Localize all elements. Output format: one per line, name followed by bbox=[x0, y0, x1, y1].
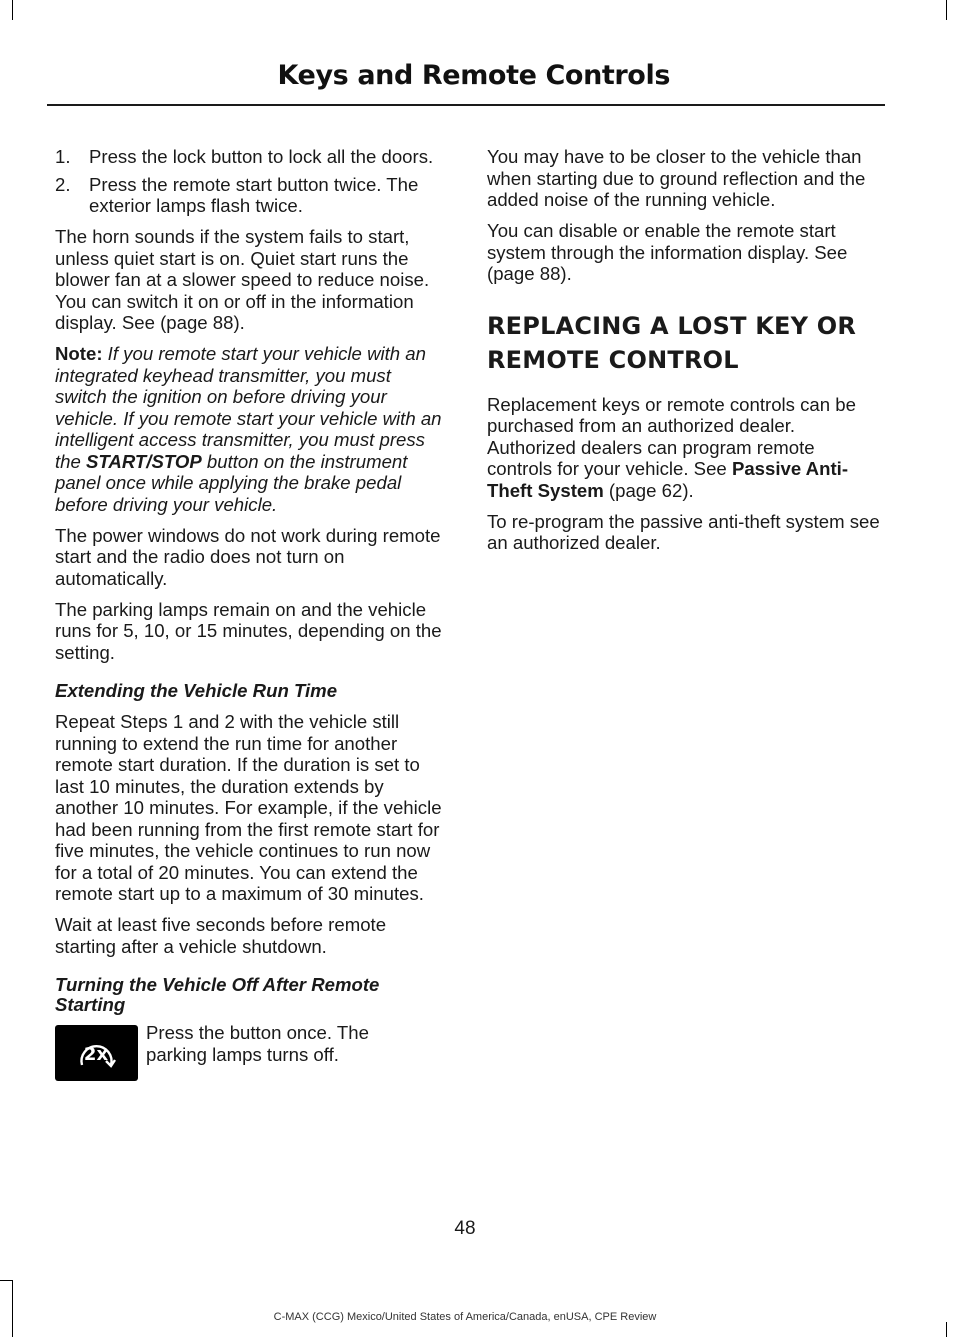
paragraph: To re-program the passive anti-theft system see an authorized dealer. bbox=[487, 510, 880, 553]
paragraph: The horn sounds if the system fails to start, unless quiet start is on. Quiet start runs the blower fan at a slower speed to reduce noise. You can switch it on or off in the information display. See (page 88). bbox=[55, 226, 430, 333]
step-number: 1. bbox=[55, 146, 71, 167]
paragraph: You can disable or enable the remote start system through the information display. See (page 88). bbox=[487, 220, 848, 284]
crop-mark-bottom-right bbox=[946, 1322, 947, 1337]
step-number: 2. bbox=[55, 173, 71, 195]
paragraph: You may have to be closer to the vehicle than when starting due to ground reflection and the added noise of the running vehicle. bbox=[487, 146, 866, 210]
page-header-title: Keys and Remote Controls bbox=[277, 60, 670, 91]
step-item bbox=[55, 146, 447, 168]
icon-instruction-text: Press the button once. The parking lamps turns off. bbox=[146, 1022, 369, 1065]
paragraph bbox=[487, 394, 882, 502]
left-column bbox=[55, 146, 447, 1083]
cross-reference-link[interactable]: Passive Anti-Theft System bbox=[487, 458, 849, 501]
page-footer: C-MAX (CCG) Mexico/United States of America/Canada, enUSA, CPE Review bbox=[273, 1311, 657, 1323]
paragraph: The parking lamps remain on and the vehicle runs for 5, 10, or 15 minutes, depending on the setting. bbox=[55, 598, 442, 663]
crop-mark-top-right bbox=[946, 0, 947, 20]
step-text: Press the lock button to lock all the doors. bbox=[89, 146, 434, 167]
note-button-name: START/STOP bbox=[86, 450, 202, 472]
page-number: 48 bbox=[454, 1218, 476, 1239]
press-twice-icon bbox=[55, 1025, 138, 1081]
note-label: Note: bbox=[55, 343, 103, 364]
paragraph: The power windows do not work during remote start and the radio does not turn on automatically. bbox=[55, 524, 441, 589]
subheading: Turning the Vehicle Off After Remote Starting bbox=[55, 974, 380, 1015]
section-heading-line: REPLACING A LOST KEY OR bbox=[487, 311, 857, 340]
paragraph: Repeat Steps 1 and 2 with the vehicle still running to extend the run time for another remote start duration. If the duration is set to last 10 minutes, the duration extends by another 10 minutes. For example, if the vehicle had been running from the first remote start for five minutes, the vehicle continues to run now for a total of 20 minutes. You can extend the remote start up to a maximum of 30 minutes. bbox=[55, 711, 442, 904]
remote-start-steps bbox=[55, 146, 447, 217]
note-text: If you remote start your vehicle with an integrated keyhead transmitter, you must switch the ignition on before driving your vehicle. If you remote start your vehicle with an intelligent access transmitter, you must press the bbox=[55, 343, 442, 472]
step-item bbox=[55, 174, 447, 217]
right-column bbox=[487, 146, 882, 563]
crop-mark-bottom-left-h bbox=[0, 1280, 12, 1281]
icon-instruction bbox=[55, 1022, 447, 1083]
step-text: Press the remote start button twice. The exterior lamps flash twice. bbox=[89, 173, 419, 216]
press-twice-label: 2x bbox=[83, 1044, 109, 1065]
section-heading-line: REMOTE CONTROL bbox=[487, 345, 739, 374]
note-text: button on the instrument panel once while applying the brake pedal before driving your vehicle. bbox=[55, 450, 408, 515]
paragraph: Wait at least five seconds before remote starting after a vehicle shutdown. bbox=[55, 914, 387, 957]
subheading: Extending the Vehicle Run Time bbox=[55, 680, 338, 701]
paragraph-text: (page 62). bbox=[603, 479, 694, 501]
crop-mark-top-left bbox=[12, 0, 13, 20]
section-heading bbox=[487, 311, 882, 375]
paragraph-text: Replacement keys or remote controls can be purchased from an authorized dealer. Authorized dealers can program remote controls for your vehicle. See bbox=[487, 393, 856, 479]
header-rule bbox=[47, 104, 885, 106]
crop-mark-bottom-left bbox=[12, 1280, 13, 1337]
note bbox=[55, 343, 447, 515]
